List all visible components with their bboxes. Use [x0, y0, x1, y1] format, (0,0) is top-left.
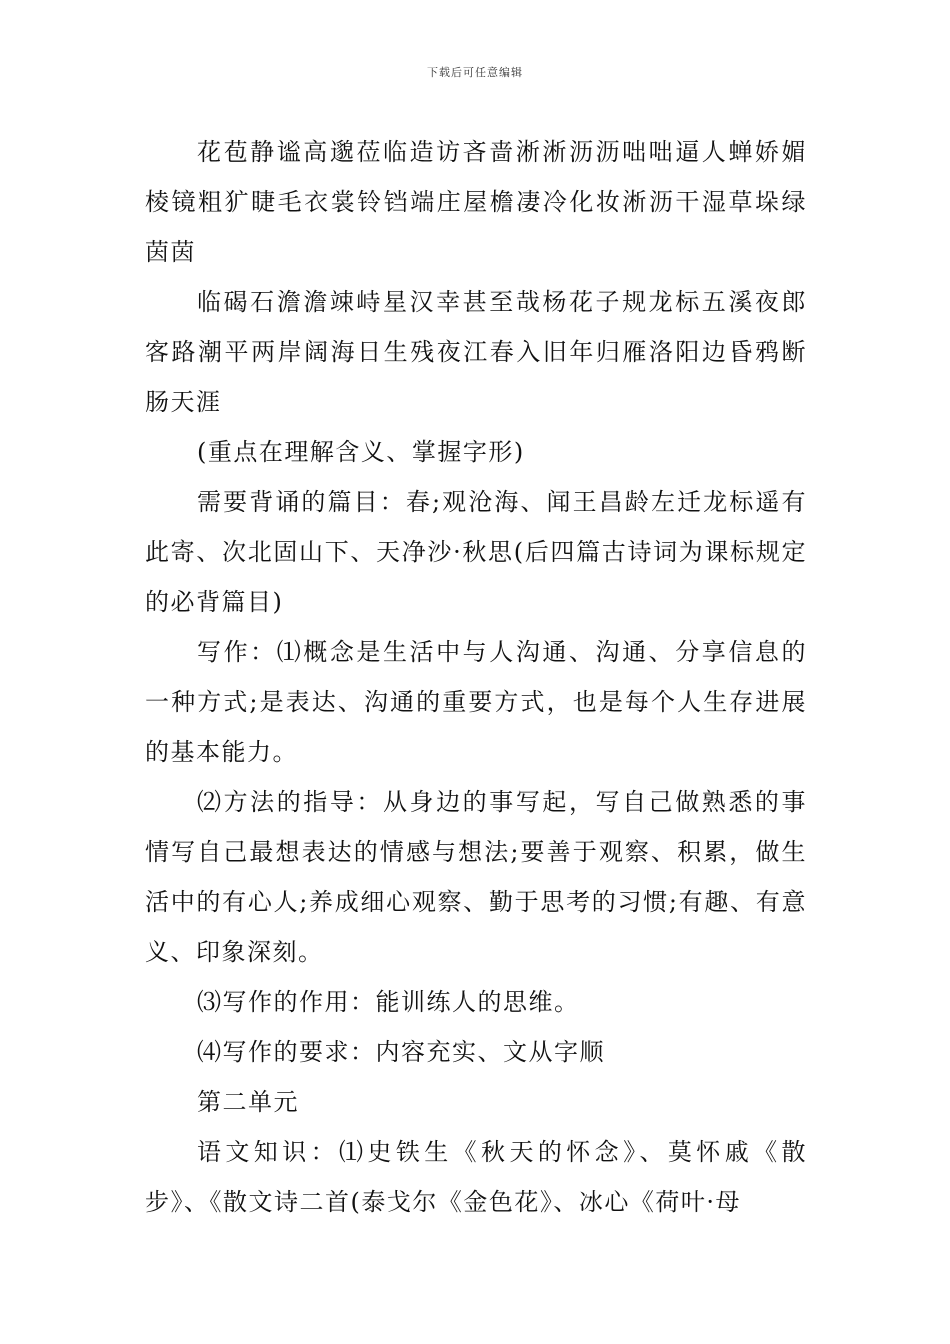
paragraph-writing-1: 写作：⑴概念是生活中与人沟通、沟通、分享信息的一种方式;是表达、沟通的重要方式，也是每个人生存进展的基本能力。 — [145, 638, 807, 766]
paragraph-recitation: 需要背诵的篇目：春;观沧海、闻王昌龄左迁龙标遥有此寄、次北固山下、天净沙·秋思(后四篇古诗词为课标规定的必背篇目) — [145, 488, 807, 616]
paragraph-vocabulary-2: 临碣石澹澹竦峙星汉幸甚至哉杨花子规龙标五溪夜郎客路潮平两岸阔海日生残夜江春入旧年归雁洛阳边昏鸦断肠天涯 — [145, 288, 807, 416]
paragraph-knowledge: 语文知识：⑴史铁生《秋天的怀念》、莫怀戚《散步》、《散文诗二首(泰戈尔《金色花》、冰心《荷叶·母 — [145, 1138, 807, 1216]
paragraph-writing-3: ⑶写作的作用：能训练人的思维。 — [197, 988, 580, 1016]
paragraph-writing-2: ⑵方法的指导：从身边的事写起，写自己做熟悉的事情写自己最想表达的情感与想法;要善于观察、积累，做生活中的有心人;养成细心观察、勤于思考的习惯;有趣、有意义、印象深刻。 — [145, 788, 807, 966]
section-heading: 第二单元 — [197, 1088, 299, 1116]
paragraph-note: (重点在理解含义、掌握字形) — [197, 438, 525, 466]
paragraph-vocabulary-1: 花苞静谧高邈莅临造访吝啬淅淅沥沥咄咄逼人蝉娇媚棱镜粗犷睫毛衣裳铃铛端庄屋檐凄冷化妆淅沥干湿草垛绿茵茵 — [145, 138, 807, 266]
document-body — [145, 127, 807, 1227]
paragraph-writing-4: ⑷写作的要求：内容充实、文从字顺 — [197, 1038, 605, 1066]
page-header: 下载后可任意编辑 — [427, 66, 523, 79]
